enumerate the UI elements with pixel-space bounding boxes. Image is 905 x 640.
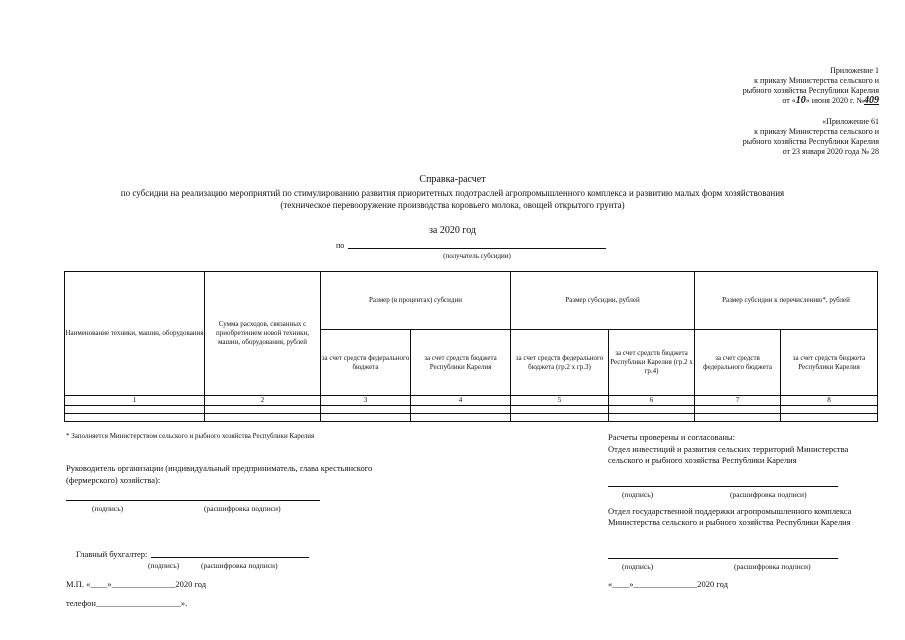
table-row (65, 406, 878, 414)
dept1-signature-line (608, 486, 838, 487)
appendix-61-line3: рыбного хозяйства Республики Карелия (742, 137, 879, 146)
investment-department-line1: Отдел инвестиций и развития сельских территорий Министерства (608, 444, 849, 454)
header-transfer: Размер субсидии к перечислению*, рублей (695, 272, 878, 330)
approval-date-line: «____»_______________2020 год (608, 579, 728, 589)
accountant-signature-caption: (подпись) (148, 561, 180, 570)
subheader-fed-transfer: за счет средств федерального бюджета (695, 330, 781, 396)
subheader-fed-rub: за счет средств федерального бюджета (гр.2 х гр.3) (511, 330, 609, 396)
head-signature-line (66, 500, 320, 501)
stamp-date-line: М.П. «____»_______________2020 год (66, 579, 207, 589)
appendix-1-block (619, 66, 879, 106)
recipient-line (348, 248, 606, 249)
accountant-signature-line (151, 557, 309, 558)
appendix-1-number-handwritten: 409 (864, 95, 879, 106)
head-decode-caption: (расшифровка подписи) (204, 504, 281, 513)
phone-line: телефон____________________». (66, 598, 188, 608)
investment-department (608, 444, 848, 466)
agro-department-line1: Отдел государственной поддержки агропромышленного комплекса (608, 506, 852, 516)
column-number-row (65, 396, 878, 406)
dept2-decode-caption: (расшифровка подписи) (734, 562, 811, 571)
column-number: 2 (205, 396, 321, 406)
appendix-1-line4 (619, 96, 879, 106)
investment-department-line2: сельского и рыбного хозяйства Республики Карелия (608, 455, 797, 465)
header-sum: Сумма расходов, связанных с приобретением новой техники, машин, оборудования, рублей (205, 272, 321, 396)
column-number: 5 (511, 396, 609, 406)
column-number: 1 (65, 396, 205, 406)
head-of-organization-label (66, 462, 372, 486)
subheader-rk-pct: за счет средств бюджета Республики Карелия (411, 330, 511, 396)
column-number: 7 (695, 396, 781, 406)
checked-label: Расчеты проверены и согласованы: (608, 432, 735, 442)
accountant-decode-caption: (расшифровка подписи) (201, 561, 278, 570)
head-label-line2: (фермерского) хозяйства): (66, 475, 161, 485)
agro-department-line2: Министерства сельского и рыбного хозяйства Республики Карелия (608, 517, 851, 527)
head-signature-caption: (подпись) (92, 504, 124, 513)
appendix-61-line4: от 23 января 2020 года № 28 (782, 147, 879, 156)
document-year: за 2020 год (428, 225, 477, 236)
recipient-caption: (получатель субсидии) (443, 252, 511, 260)
table-row (65, 414, 878, 422)
appendix-1-line1: Приложение 1 (830, 66, 879, 75)
subheader-rk-rub: за счет средств бюджета Республики Карелия (гр.2 х гр.4) (609, 330, 695, 396)
document-subtitle-line2: (техническое перевооружение производства коровьего молока, овощей открытого грунта) (280, 200, 625, 210)
appendix-61-line2: к приказу Министерства сельского и (754, 127, 879, 136)
appendix-1-line2: к приказу Министерства сельского и (754, 76, 879, 85)
document-subtitle-line1: по субсидии на реализацию мероприятий по стимулированию развития приоритетных подотраслей агропромышленного комплекса и развитию малых форм хозяйствования (120, 188, 785, 198)
header-name: Наименование техники, машин, оборудования (65, 272, 205, 396)
appendix-1-day-handwritten: 10 (795, 95, 806, 106)
appendix-61-block (619, 117, 879, 157)
appendix-1-line3: рыбного хозяйства Республики Карелия (742, 86, 879, 95)
recipient-po-label: по (336, 241, 345, 250)
appendix-61-line1: «Приложение 61 (822, 117, 879, 126)
column-number: 4 (411, 396, 511, 406)
header-percent: Размер (в процентах) субсидии (321, 272, 511, 330)
column-number: 8 (781, 396, 878, 406)
agro-support-department (608, 506, 851, 528)
dept1-signature-caption: (подпись) (622, 490, 654, 499)
dept2-signature-caption: (подпись) (622, 562, 654, 571)
column-number: 3 (321, 396, 411, 406)
appendix-1-date-prefix: от « (782, 96, 796, 105)
dept2-signature-line (608, 558, 838, 559)
chief-accountant-label: Главный бухгалтер: (76, 549, 148, 559)
header-rub: Размер субсидии, рублей (511, 272, 695, 330)
dept1-decode-caption: (расшифровка подписи) (730, 490, 807, 499)
document-title: Справка-расчет (419, 174, 486, 185)
head-label-line1: Руководитель организации (индивидуальный предприниматель, глава крестьянского (66, 463, 373, 473)
footnote: * Заполняется Министерством сельского и рыбного хозяйства Республики Карелия (66, 432, 315, 440)
subheader-fed-pct: за счет средств федерального бюджета (321, 330, 411, 396)
subheader-rk-transfer: за счет средств бюджета Республики Карелия (781, 330, 878, 396)
appendix-1-date-mid: » июня 2020 г. № (805, 96, 864, 105)
column-number: 6 (609, 396, 695, 406)
subsidy-table (64, 271, 878, 422)
